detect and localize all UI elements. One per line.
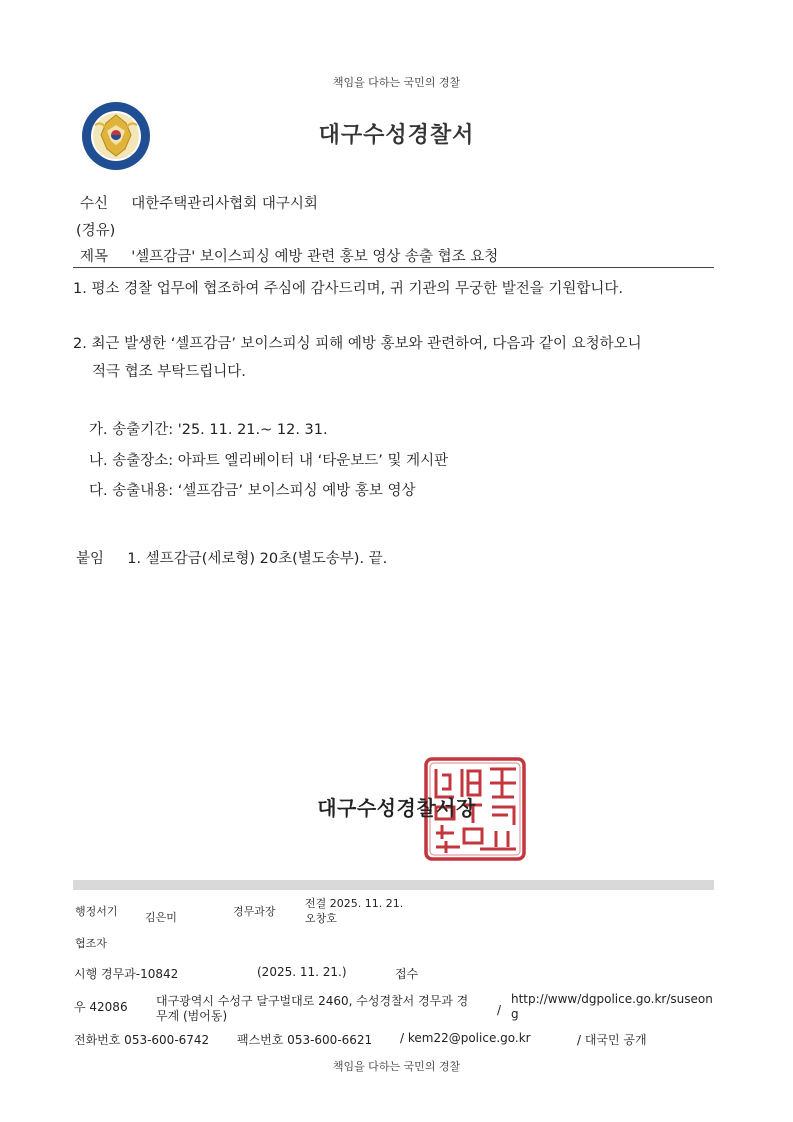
approval-date: 전결 2025. 11. 21. (305, 897, 404, 910)
postal-code: 우 42086 (74, 1000, 128, 1014)
paragraph-1: 1. 평소 경찰 업무에 협조하여 주심에 감사드리며, 귀 기관의 무궁한 발전을 기원합니다. (73, 281, 623, 297)
recipient-label: 수신 (80, 196, 109, 212)
footer-slogan: 책임을 다하는 국민의 경찰 (332, 1060, 461, 1073)
chief-name: 오창호 (305, 912, 337, 925)
cooperator-label: 협조자 (75, 937, 107, 950)
detail-item-content: 다. 송출내용: ‘셀프감금’ 보이스피싱 예방 홍보 영상 (89, 483, 416, 499)
paragraph-2-line-2: 적극 협조 부탁드립니다. (92, 364, 246, 380)
subject-divider (73, 267, 714, 268)
attachment-label: 붙임 (76, 551, 105, 567)
chief-label: 경무과장 (233, 905, 276, 918)
address-line-2: 무계 (범어동) (156, 1009, 228, 1023)
phone-number: 전화번호 053-600-6742 (74, 1033, 210, 1047)
subject-value: '셀프감금' 보이스피싱 예방 관련 홍보 영상 송출 협조 요청 (131, 249, 499, 265)
drafter-label: 행정서기 (75, 905, 118, 918)
email-address[interactable]: / kem22@police.go.kr (400, 1031, 531, 1045)
website-url[interactable]: http://www/dgpolice.go.kr/suseon (511, 992, 713, 1006)
address-separator: / (497, 1003, 502, 1017)
website-url-cont[interactable]: g (511, 1007, 519, 1021)
fax-number: 팩스번호 053-600-6621 (237, 1033, 373, 1047)
header-slogan: 책임을 다하는 국민의 경찰 (332, 76, 461, 89)
sender-signature: 대구수성경찰서장 (317, 796, 476, 820)
attachment-row (76, 547, 387, 568)
recipient-row (80, 192, 318, 213)
subject-label: 제목 (80, 249, 109, 265)
enforcement-number: 시행 경무과-10842 (74, 967, 179, 981)
attachment-value: 1. 셀프감금(세로형) 20초(별도송부). 끝. (127, 551, 388, 567)
receipt-label: 접수 (395, 967, 419, 981)
recipient-value: 대한주택관리사협회 대구시회 (131, 196, 318, 212)
detail-item-period: 가. 송출기간: '25. 11. 21.~ 12. 31. (89, 422, 328, 438)
detail-item-place: 나. 송출장소: 아파트 엘리베이터 내 ‘타운보드’ 및 게시판 (89, 453, 449, 469)
subject-row (80, 245, 498, 266)
paragraph-2-line-1: 2. 최근 발생한 ‘셀프감금’ 보이스피싱 피해 예방 홍보와 관련하여, 다음과 같이 요청하오니 (73, 336, 642, 352)
address-line-1: 대구광역시 수성구 달구벌대로 2460, 수성경찰서 경무과 경 (156, 994, 469, 1008)
disclosure-status: / 대국민 공개 (577, 1033, 647, 1047)
footer-gray-bar (73, 880, 714, 890)
drafter-name: 김은미 (145, 911, 177, 924)
organization-title: 대구수성경찰서 (318, 123, 475, 148)
via-row: (경유) (76, 223, 116, 239)
enforcement-date: (2025. 11. 21.) (257, 965, 347, 979)
